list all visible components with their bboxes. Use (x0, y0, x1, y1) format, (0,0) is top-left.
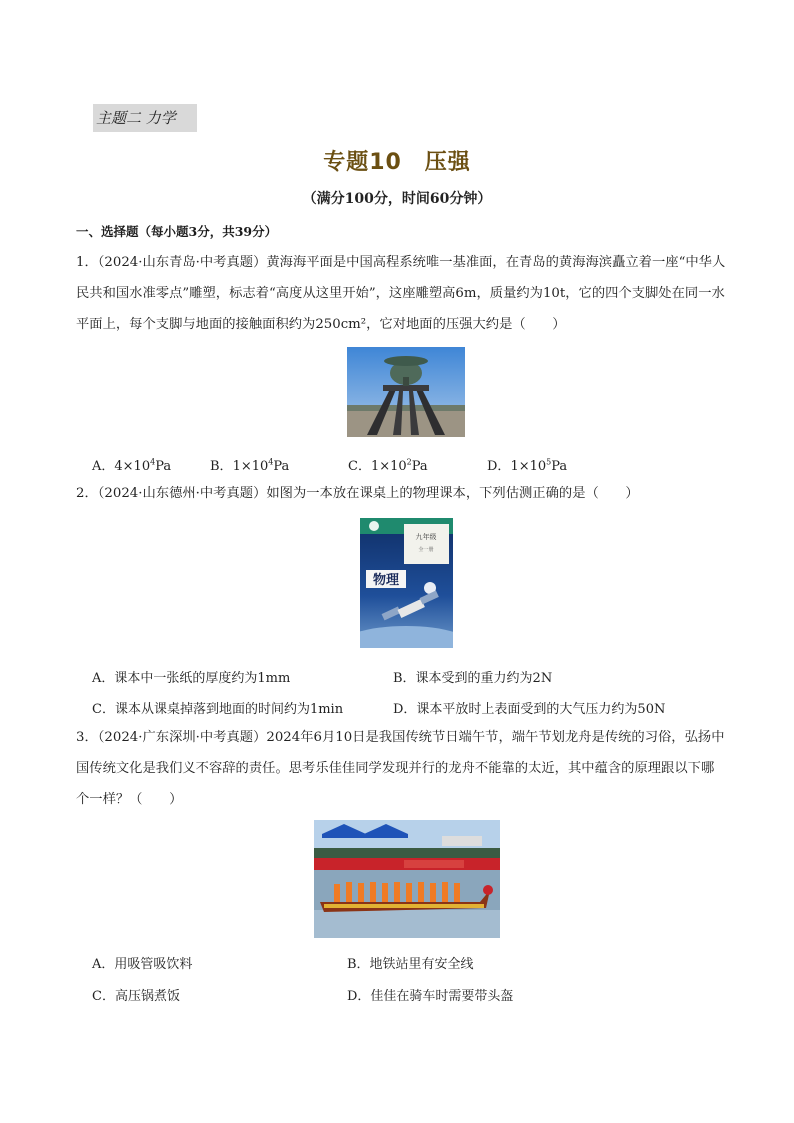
cover-volume: 全一册 (418, 547, 434, 553)
textbook-cover-image (360, 518, 453, 648)
q2-option-c[interactable]: C．课本从课桌掉落到地面的时间约为1min (92, 702, 344, 717)
q3-option-b[interactable]: B．地铁站里有安全线 (347, 957, 474, 972)
cover-grade: 九年级 (415, 533, 437, 541)
question-3-text: 3．（2024·广东深圳·中考真题）2024年6月10日是我国传统节日端午节，端午节划龙舟是传统的习俗，弘扬中国传统文化是我们义不容辞的责任。思考乐佳佳同学发现并行的龙舟不能靠的太近，其中蕴含的原理跟以下哪个一样？（ ） (76, 730, 725, 807)
q2-option-b[interactable]: B．课本受到的重力约为2N (393, 671, 553, 686)
q2-option-a[interactable]: A．课本中一张纸的厚度约为1mm (92, 671, 291, 686)
q1-option-c[interactable]: C．$1\times 10^2Pa$ (348, 457, 428, 474)
dragon-boat-photo (314, 820, 500, 938)
section-heading: 一、选择题（每小题3分，共39分） (76, 224, 278, 239)
q2-option-d[interactable]: D．课本平放时上表面受到的大气压力约为50N (393, 702, 666, 717)
page-subtitle: （满分100分，时间60分钟） (302, 191, 492, 207)
q1-option-b[interactable]: B．$1\times 10^4Pa$ (210, 457, 290, 474)
question-1-text: 1．（2024·山东青岛·中考真题）黄海海平面是中国高程系统唯一基准面，在青岛的黄海海滨矗立着一座“中华人民共和国水准零点”雕塑，标志着“高度从这里开始”，这座雕塑高6m，质量约为10t，它的四个支脚处在同一水平面上，每个支脚与地面的接触面积约为250cm²，它对地面的压强大约是（ ） (76, 255, 726, 332)
cover-subject: 物理 (372, 573, 400, 588)
sculpture-photo (347, 347, 465, 437)
q1-option-a[interactable]: A．$4\times 10^4Pa$ (92, 457, 172, 474)
topic-tag: 主题二 力学 (93, 104, 197, 132)
q3-option-a[interactable]: A．用吸管吸饮料 (92, 957, 193, 972)
q3-option-d[interactable]: D．佳佳在骑车时需要带头盔 (347, 989, 514, 1004)
page-title: 专题10 压强 (323, 150, 471, 175)
question-2-text: 2．（2024·山东德州·中考真题）如图为一本放在课桌上的物理课本，下列估测正确的是（ ） (76, 486, 639, 501)
q1-option-d[interactable]: D．$1\times 10^5Pa$ (487, 457, 568, 474)
q3-option-c[interactable]: C．高压锅煮饭 (92, 989, 180, 1004)
